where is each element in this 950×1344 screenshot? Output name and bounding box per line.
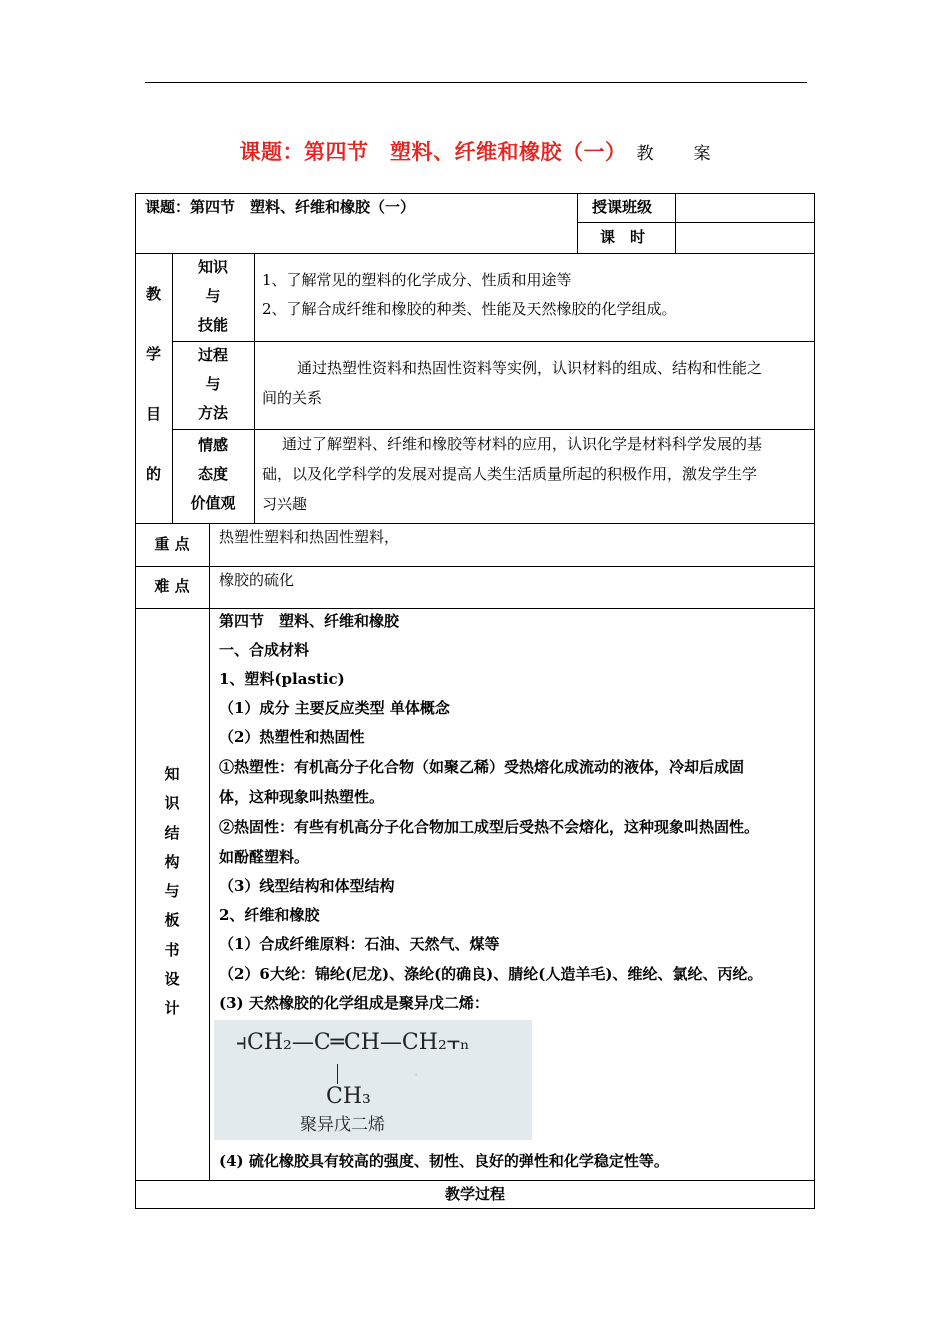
page-title (0, 136, 950, 166)
objective-line: 础，以及化学科学的发展对提高人类生活质量所起的积极作用，激发学生学 (262, 465, 758, 483)
key-point-label: 重 点 (154, 535, 190, 553)
objective-label-process: 过程 与 方法 (197, 346, 228, 422)
title-suffix-2: 案 (693, 144, 711, 164)
board-line: ①热塑性：有机高分子化合物（如聚乙稀）受热熔化成流动的液体，冷却后成固 (219, 758, 745, 776)
board-line: (3) 天然橡胶的化学组成是聚异戊二烯： (219, 994, 489, 1012)
row-divider (172, 341, 815, 342)
board-line: （1）合成纤维原料：石油、天然气、煤等 (219, 935, 500, 953)
col-divider (209, 523, 210, 1180)
objective-line: 通过了解塑料、纤维和橡胶等材料的应用，认识化学是材料科学发展的基 (282, 435, 763, 453)
formula-name: 聚异戊二烯 (300, 1115, 385, 1135)
title-suffix-1: 教 (636, 144, 654, 164)
class-label: 授课班级 (592, 198, 653, 216)
objective-line: 习兴趣 (262, 495, 308, 513)
objectives-section-label: 教 学 目 的 (145, 285, 161, 483)
difficulty-text: 橡胶的硫化 (219, 571, 295, 589)
formula-main: ⫞CH₂—C═CH—CH₂⫟ₙ (236, 1030, 470, 1055)
formula-branch: CH₃ (326, 1084, 371, 1109)
board-line: 1、塑料(plastic) (219, 670, 345, 688)
objective-line: 间的关系 (262, 389, 323, 407)
topic-cell: 课题：第四节 塑料、纤维和橡胶（一） (145, 198, 416, 216)
difficulty-label: 难 点 (154, 577, 190, 595)
board-line: 如酚醛塑料。 (219, 848, 310, 866)
col-divider (577, 193, 578, 253)
board-line: 第四节 塑料、纤维和橡胶 (219, 612, 400, 630)
key-point-text: 热塑性塑料和热固性塑料， (219, 528, 400, 546)
board-line: （1）成分 主要反应类型 单体概念 (219, 699, 450, 717)
objective-label-knowledge: 知识 与 技能 (197, 258, 228, 334)
teaching-process-label: 教学过程 (444, 1185, 505, 1203)
objective-line: 1、了解常见的塑料的化学成分、性质和用途等 (262, 271, 572, 289)
header-rule (145, 82, 807, 83)
period-label: 课 时 (600, 228, 646, 246)
title-main: 课题：第四节 塑料、纤维和橡胶（一） (239, 139, 627, 164)
board-section-label: 知 识 结 构 与 板 书 设 计 (164, 765, 180, 1018)
board-line: 一、合成材料 (219, 641, 310, 659)
objective-line: 2、了解合成纤维和橡胶的种类、性能及天然橡胶的化学组成。 (262, 300, 677, 318)
col-divider (254, 253, 255, 523)
polyisoprene-structure-image: · ⫞CH₂—C═CH—CH₂⫟ₙ CH₃ 聚异戊二烯 (214, 1020, 532, 1140)
board-line: 体，这种现象叫热塑性。 (219, 788, 385, 806)
formula-bond (337, 1064, 338, 1084)
board-line: （2）6大纶：锦纶(尼龙)、涤纶(的确良)、腈纶(人造羊毛)、维纶、氯纶、丙纶。 (219, 965, 763, 983)
board-line: ②热固性：有些有机高分子化合物加工成型后受热不会熔化，这种现象叫热固性。 (219, 818, 760, 836)
board-line: （3）线型结构和体型结构 (219, 877, 395, 895)
board-line: (4) 硫化橡胶具有较高的强度、韧性、良好的弹性和化学稳定性等。 (219, 1152, 669, 1170)
board-line: （2）热塑性和热固性 (219, 728, 365, 746)
objective-line: 通过热塑性资料和热固性资料等实例，认识材料的组成、结构和性能之 (297, 359, 763, 377)
board-line: 2、纤维和橡胶 (219, 906, 320, 924)
col-divider (675, 193, 676, 253)
objective-label-attitude: 情感 态度 价值观 (190, 436, 236, 512)
